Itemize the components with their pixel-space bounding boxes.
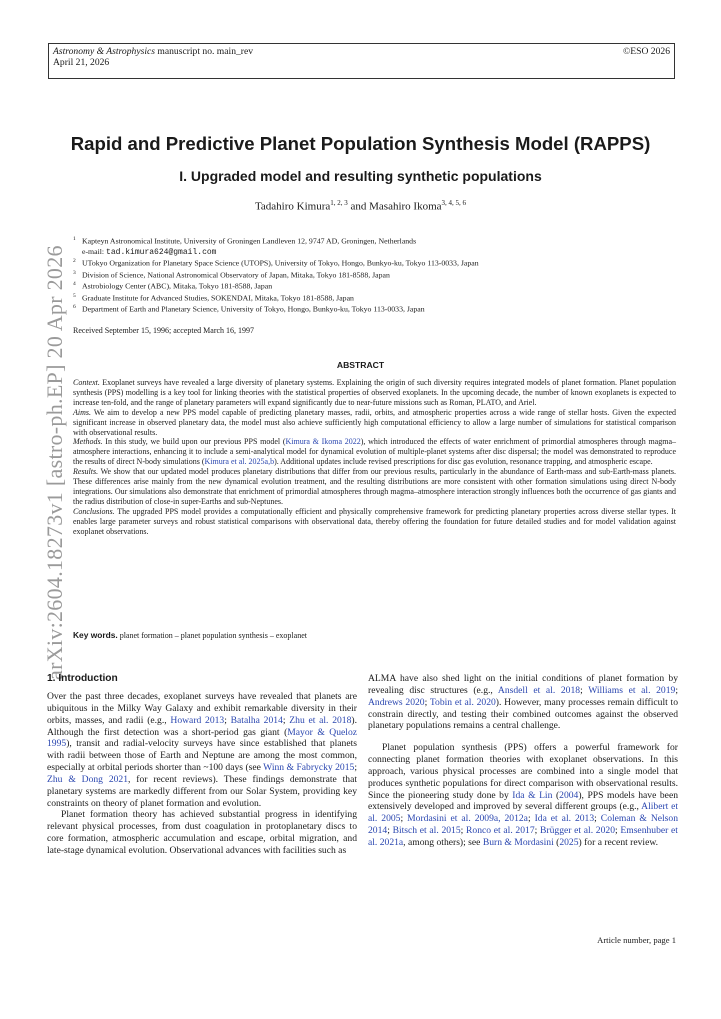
citation-link[interactable]: 2004: [559, 789, 579, 801]
section-heading: 1. Introduction: [47, 673, 118, 684]
citation-link[interactable]: Coleman & Nelson 2014: [368, 813, 678, 837]
paragraph: Over the past three decades, exoplanet surveys have revealed that planets are ubiquitous in the Milky Way Galaxy and exhibit remarkable diversity in their orbits, masses, and radii (e.g., Howard 2013; Batalha 2014; Zhu et al. 2018). Although the first detection was a short-period gas giant (Mayor & Queloz 1995), transit and radial-velocity surveys have since established that planets with radii between those of Earth and Neptune are among the most common, especially at orbital periods shorter than ~100 days (see Winn & Fabrycky 2015; Zhu & Dong 2021, for recent reviews). These findings demonstrate that planetary systems are markedly different from our Solar System, providing key constraints on theory of planet formation and evolution.: [47, 691, 357, 809]
citation-link[interactable]: Alibert et al. 2005: [368, 801, 679, 825]
citation-link[interactable]: Zhu & Dong 2021: [47, 773, 129, 785]
affiliation: $^3$ Division of Science, National Astronomical Observatory of Japan, Mitaka, Tokyo 181-8588, Japan: [73, 269, 390, 280]
abstract-conclusions: Conclusions. The upgraded PPS model provides a computationally efficient and physically comprehensive framework for predicting planetary properties across diverse stellar types. It enables large parameter surveys and robust statistical comparisons with observational data, thereby offering the foundation for future detailed studies and for model validation against exoplanet observations.: [73, 506, 676, 536]
abstract-aims: Aims. We aim to develop a new PPS model capable of predicting planetary masses, radii, orbits, and atmospheric properties across a wide range of stellar hosts. Given the expected significant increase in observed planetary data, the model must also achieve sufficiently high computational efficiency to allow a large number of simulations for statistical comparison with observational results.: [73, 407, 677, 437]
abstract-heading: ABSTRACT: [336, 360, 385, 370]
citation-link[interactable]: Williams et al. 2019: [588, 684, 676, 696]
citation-link[interactable]: Burn & Mordasini: [482, 836, 554, 848]
citation-link[interactable]: Kimura et al. 2025a,b: [204, 457, 275, 467]
citation-link[interactable]: Tobin et al. 2020: [429, 696, 496, 708]
citation-link[interactable]: Ronco et al. 2017: [466, 825, 535, 837]
paper-subtitle: I. Upgraded model and resulting synthetic populations: [179, 168, 542, 184]
citation-link[interactable]: Brügger et al. 2020: [540, 825, 615, 837]
citation-link[interactable]: Ansdell et al. 2018: [497, 684, 581, 696]
citation-link[interactable]: Emsenhuber et al. 2021a: [368, 825, 678, 848]
citation-link[interactable]: Ida & Lin: [512, 789, 553, 801]
citation-link[interactable]: Mordasini et al. 2009a, 2012a: [407, 813, 528, 825]
copyright: ©ESO 2026: [623, 46, 670, 57]
citation-link[interactable]: Howard 2013: [170, 714, 225, 726]
left-column: [47, 673, 357, 857]
affiliations: [73, 235, 673, 315]
author-list: Tadahiro Kimura$^{1, 2, 3}$ and Masahiro Ikoma$^{3, 4, 5, 6}$: [254, 199, 467, 213]
abstract: [73, 378, 676, 537]
manuscript-header: [48, 43, 675, 79]
citation-link[interactable]: Zhu et al. 2018: [289, 714, 352, 726]
email-line: e-mail: tad.kimura624@gmail.com: [82, 246, 217, 257]
arxiv-identifier[interactable]: arXiv:2604.18273v1 [astro-ph.EP] 20 Apr 2026: [42, 245, 67, 680]
affiliation: $^6$ Department of Earth and Planetary Science, University of Tokyo, Hongo, Bunkyo-ku, Tokyo 113-0033, Japan: [73, 304, 425, 314]
affiliation: $^5$ Graduate Institute for Advanced Studies, SOKENDAI, Mitaka, Tokyo 181-8588, Japan: [73, 292, 354, 303]
paragraph: Planet formation theory has achieved substantial progress in identifying relevant physical processes, from dust coagulation in protoplanetary discs to core formation, atmospheric accumulation and escape, orbital migration, and late-stage dynamical evolution. Observational advances with facilities such as: [47, 809, 357, 856]
citation-link[interactable]: Mayor & Queloz 1995: [47, 726, 357, 750]
citation-link[interactable]: Winn & Fabrycky 2015: [263, 762, 355, 774]
affiliation: $^4$ Astrobiology Center (ABC), Mitaka, Tokyo 181-8588, Japan: [73, 281, 273, 291]
citation-link[interactable]: Bitsch et al. 2015: [392, 825, 461, 837]
abstract-context: Context. Exoplanet surveys have revealed a large diversity of planetary systems. Explaining the origin of such diversity requires integrated models of planet formation. Planet population synthesis (PPS) modelling is a key tool for linking theories with the statistical properties of observed exoplanets. In the upcoming decade, the number of known exoplanets is expected to increase ten-fold, and the range of planetary parameters will expand significantly due to near-future missions such as Roman, PLATO, and Ariel.: [73, 378, 676, 407]
email-address[interactable]: tad.kimura624@gmail.com: [106, 247, 217, 257]
citation-link[interactable]: Ida et al. 2013: [534, 813, 595, 825]
citation-link[interactable]: Kimura & Ikoma 2022: [285, 437, 361, 447]
right-column: [368, 673, 678, 849]
abstract-results: Results. We show that our updated model produces planetary distributions that differ from our previous results, particularly in the abundance of Earth-mass and sub-Earth-mass planets. These differences arise mainly from the new dynamical evolution treatment, and the resulting distributions are more consistent with other formation simulations using direct N-body integrations. Our simulations also demonstrate that enrichment of primordial atmospheres through magma–atmosphere interaction strongly influences both the occurrence of gas giants and the radius distribution of close-in super-Earths and sub-Neptunes.: [73, 467, 676, 506]
paper-title: Rapid and Predictive Planet Population Synthesis Model (RAPPS): [70, 133, 651, 154]
paragraph: ALMA have also shed light on the initial conditions of planet formation by revealing disc structures (e.g., Ansdell et al. 2018; Williams et al. 2019; Andrews 2020; Tobin et al. 2020). However, many processes remain difficult to constrain directly, and testing their combined outcomes against the observed planetary populations remains a central challenge.: [368, 673, 679, 732]
abstract-methods: Methods. In this study, we build upon our previous PPS model (Kimura & Ikoma 2022), which introduced the effects of water enrichment of primordial atmospheres through magma–atmosphere interactions, enhancing it to include a semi-analytical model for dynamical evolution of multiple-planet systems after disc dispersal; the model was demonstrated to reproduce the results of direct N-body simulations (Kimura et al. 2025a,b). Additional updates include revised prescriptions for disc gas evolution, resonance trapping, and atmospheric escape.: [73, 437, 676, 467]
paragraph: Planet population synthesis (PPS) offers a powerful framework for connecting planet formation theories with exoplanet observations. In this approach, various physical processes are combined into a single model that produces synthetic populations for direct comparison with observational results. Since the pioneering study done by Ida & Lin (2004), PPS models have been extensively developed and improved by several different groups (e.g., Alibert et al. 2005; Mordasini et al. 2009a, 2012a; Ida et al. 2013; Coleman & Nelson 2014; Bitsch et al. 2015; Ronco et al. 2017; Brügger et al. 2020; Emsenhuber et al. 2021a, among others); see Burn & Mordasini (2025) for a recent review.: [368, 742, 679, 848]
manuscript-date: April 21, 2026: [53, 57, 110, 68]
received-dates: Received September 15, 1996; accepted March 16, 1997: [73, 326, 255, 335]
citation-link[interactable]: Batalha 2014: [230, 714, 283, 726]
affiliation: $^1$ Kapteyn Astronomical Institute, University of Groningen Landleven 12, 9747 AD, Groningen, Netherlands: [73, 236, 417, 246]
page-footer: Article number, page 1: [597, 935, 676, 945]
affiliation: $^2$ UTokyo Organization for Planetary Space Science (UTOPS), University of Tokyo, Hongo, Bunkyo-ku, Tokyo 113-0033, Japan: [73, 258, 479, 268]
citation-link[interactable]: Andrews 2020: [368, 696, 425, 708]
manuscript-info: Astronomy & Astrophysics manuscript no. main_rev: [53, 46, 254, 57]
keywords: Key words. planet formation – planet population synthesis – exoplanet: [73, 630, 307, 640]
citation-link[interactable]: 2025: [559, 836, 579, 848]
